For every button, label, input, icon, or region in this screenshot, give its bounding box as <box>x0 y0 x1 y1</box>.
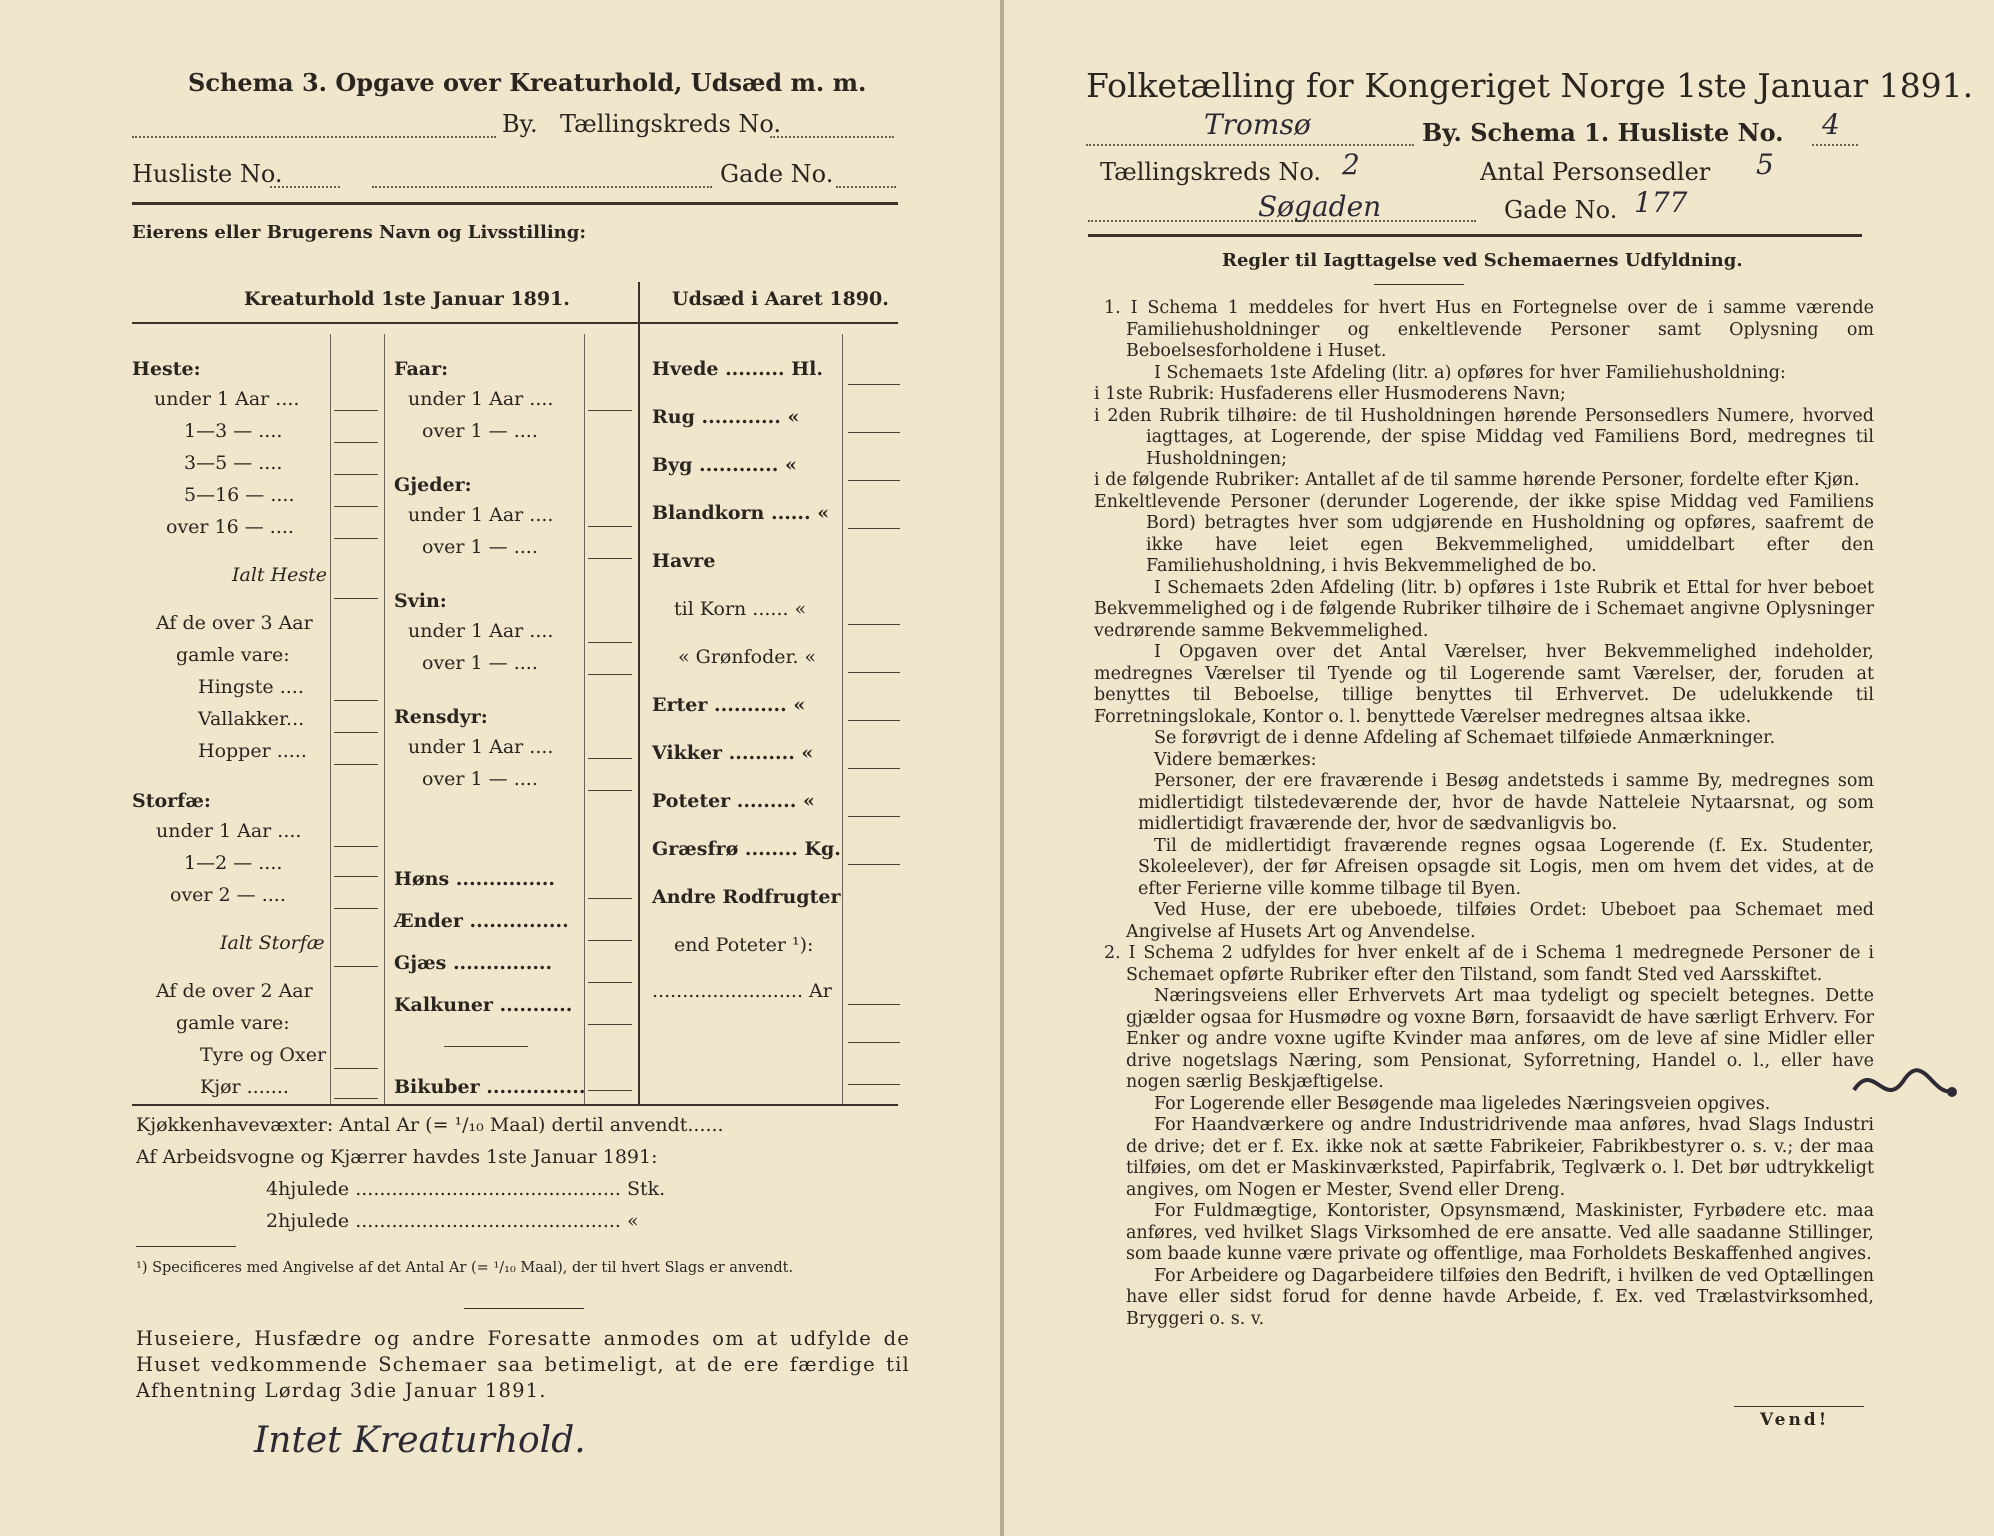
udsaed-item: Græsfrø ........ Kg. <box>652 838 841 860</box>
kjokken-line: Kjøkkenhavevæxter: Antal Ar (= ¹/₁₀ Maal) dertil anvendt...... <box>136 1114 724 1136</box>
rule-para: i 1ste Rubrik: Husfaderens eller Husmoderens Navn; <box>1094 384 1566 404</box>
af-over2: Kjør ....... <box>200 1076 289 1098</box>
storfae-row: 1—2 — .... <box>184 852 283 874</box>
rule-para: Ved Huse, der ere ubeboede, tilføies Ordet: Ubeboet paa Schemaet med Angivelse af Husets Art og Anvendelse. <box>1126 900 1874 942</box>
blank[interactable] <box>588 410 632 411</box>
antal-handwritten[interactable]: 5 <box>1756 148 1774 181</box>
blank[interactable] <box>848 672 900 673</box>
notice: Huseiere, Husfædre og andre Foresatte anmodes om at udfylde de Huset vedkommende Schemaer saa betimeligt, at de ere færdige til Afhentning Lørdag 3die Januar 1891. <box>136 1327 910 1402</box>
blank[interactable] <box>334 538 378 539</box>
antal-label: Antal Personsedler <box>1480 158 1711 186</box>
blank[interactable] <box>334 732 378 733</box>
rule-para: i de følgende Rubriker: Antallet af de til samme hørende Personer, fordelte efter Kjøn. <box>1094 470 1860 490</box>
husliste-field[interactable] <box>270 178 340 188</box>
rensdyr-title: Rensdyr: <box>394 706 488 728</box>
storfae-title: Storfæ: <box>132 790 211 812</box>
blank[interactable] <box>334 1098 378 1099</box>
footnote: ¹) Specificeres med Angivelse af det Antal Ar (= ¹/₁₀ Maal), der til hvert Slags er anvendt. <box>136 1260 794 1276</box>
taellingskreds-label: Tællingskreds No. <box>560 110 782 138</box>
gade-label: Gade No. <box>720 160 834 188</box>
rule-para: 2. I Schema 2 udfyldes for hver enkelt af de i Schema 1 medregnede Personer de i Schemaet opførte Rubriker efter den Tilstand, som fandt Sted ved Aarsskiftet. <box>1104 943 1874 985</box>
rule-para: I Schemaets 2den Afdeling (litr. b) opføres i 1ste Rubrik et Ettal for hver beboet Bekvemmelighed og i de følgende Rubriker tilhøire de i Schemaet angivne Oplysninger vedrørende samme Bekvemmelighed. <box>1094 577 1874 641</box>
rensdyr-row: under 1 Aar .... <box>408 736 554 758</box>
rule-para: For Arbeidere og Dagarbeidere tilføies den Bedrift, i hvilken de ved Optællingen have eller sidst forud for denne havde Arbeide, f. Ex. ved Trælastvirksomhed, Bryggeri o. s. v. <box>1126 1265 1874 1329</box>
af-over2: Af de over 2 Aar <box>156 980 313 1002</box>
rule-para: Personer, der ere fraværende i Besøg andetsteds i samme By, medregnes som midlertidigt tilstedeværende der, hvor de havde Natteleie Nytaarsnat, og som midlertidigt fraværende der, hvor de sædvanligvis bo. <box>1138 771 1874 834</box>
faar-row: over 1 — .... <box>422 420 538 442</box>
aender: Ænder ............... <box>394 910 569 932</box>
blank[interactable] <box>588 1024 632 1025</box>
husliste-line <box>1812 142 1858 146</box>
blank[interactable] <box>588 526 632 527</box>
arbeidsvogne-line: Af Arbeidsvogne og Kjærrer havdes 1ste Januar 1891: <box>136 1146 658 1168</box>
kalkuner: Kalkuner ........... <box>394 994 573 1016</box>
heste-row: 1—3 — .... <box>184 420 283 442</box>
gjaes: Gjæs ............... <box>394 952 553 974</box>
blank[interactable] <box>848 1084 900 1085</box>
blank[interactable] <box>334 506 378 507</box>
gade-name-field[interactable] <box>372 178 712 188</box>
blank[interactable] <box>334 700 378 701</box>
heste-row: over 16 — .... <box>166 516 294 538</box>
vend-rule <box>1734 1406 1864 1407</box>
heste-title: Heste: <box>132 358 201 380</box>
heste-row: 3—5 — .... <box>184 452 283 474</box>
rule-para: Næringsveiens eller Erhvervets Art maa tydeligt og specielt betegnes. Dette gjælder ogsaa for Husmødre og voxne Børn, forsaavidt de have særligt Erhverv. For Enker og andre voxne ugifte Kvinder maa anføres, om de leve af sine Midler eller drive nogetslags Næring, som Pensionat, Syforretning, Handel o. l., eller have nogen særlig Beskjæftigelse. <box>1126 986 1874 1092</box>
rule-para: Enkeltlevende Personer (derunder Logerende, der ikke spise Middag ved Familiens Bord) betragtes hver som udgjørende en Husholdning og opføres, saafremt de ikke have leiet egen Bekvemmelighed, umiddelbart efter den Familiehusholdning, i hvis Bekvemmelighed de bo. <box>1094 491 1874 576</box>
faar-title: Faar: <box>394 358 449 380</box>
rule-para: For Haandværkere og andre Industridrivende maa anføres, hvad Slags Industri de drive; det er f. Ex. ikke nok at sætte Fabrikeier, Fabrikbestyrer o. s. v.; der maa tilføies, om det er Maskinværksted, Papirfabrik, Teglværk o. l. Det bør udtrykkeligt angives, om Nogen er Mester, Svend eller Dreng. <box>1126 1115 1874 1200</box>
gjeder-row: under 1 Aar .... <box>408 504 554 526</box>
rule-para: i 2den Rubrik tilhøire: de til Husholdningen hørende Personsedlers Numere, hvorved iagttages, at Logerende, der spise Middag ved Familiens Bord, medregnes til Husholdningen; <box>1094 405 1874 469</box>
udsaed-item: Erter ........... « <box>652 694 806 716</box>
udsaed-item: end Poteter ¹): <box>674 934 814 956</box>
taellingskreds-handwritten[interactable]: 2 <box>1342 148 1360 181</box>
blank[interactable] <box>848 528 900 529</box>
city-line <box>1086 142 1414 146</box>
eier-label: Eierens eller Brugerens Navn og Livsstilling: <box>132 222 586 243</box>
rule-para: I Opgaven over det Antal Værelser, hver Bekvemmelighed indeholder, medregnes Værelser til Tyende og til Logerende samt Værelser, der, foruden at benyttes til Beboelse, tillige benyttes til Erhvervet. De udelukkende til Forretningslokale, Kontor o. l. benyttede Værelser medregnes altsaa ikke. <box>1094 642 1874 727</box>
blank[interactable] <box>848 768 900 769</box>
udsaed-item: ......................... Ar <box>652 980 832 1002</box>
udsaed-item: Poteter ......... « <box>652 790 815 812</box>
af-over3: Hingste .... <box>198 676 304 698</box>
ialt-storfae: Ialt Storfæ <box>220 932 325 954</box>
header-rule <box>132 322 898 324</box>
schema3-title: Schema 3. Opgave over Kreaturhold, Udsæd m. m. <box>188 68 867 97</box>
blank[interactable] <box>848 624 900 625</box>
rule-para: Se forøvrigt de i denne Afdeling af Schemaet tilføiede Anmærkninger. <box>1154 728 1776 748</box>
af-over3: gamle vare: <box>176 644 290 666</box>
udsaed-item: Byg ............ « <box>652 454 797 476</box>
blank[interactable] <box>334 908 378 909</box>
blank[interactable] <box>848 432 900 433</box>
census-title: Folketælling for Kongeriget Norge 1ste Januar 1891. <box>1086 66 1974 105</box>
blank[interactable] <box>334 764 378 765</box>
heste-row: under 1 Aar .... <box>154 388 300 410</box>
right-page <box>1004 0 1994 1536</box>
blank[interactable] <box>848 1042 900 1043</box>
blank[interactable] <box>848 384 900 385</box>
gade-label-r: Gade No. <box>1504 196 1618 224</box>
rule-para: Til de midlertidigt fraværende regnes ogsaa Logerende (f. Ex. Studenter, Skoleelever), der før Afreisen opsagde sit Logis, men om hvem det vides, at de efter Ferierne ville komme tilbage til Byen. <box>1138 835 1874 899</box>
svin-title: Svin: <box>394 590 447 612</box>
udsaed-item: Havre <box>652 550 716 572</box>
section-divider <box>638 282 640 1104</box>
storfae-row: over 2 — .... <box>170 884 286 906</box>
husliste-handwritten[interactable]: 4 <box>1822 108 1840 141</box>
kalkuner-rule <box>444 1046 528 1047</box>
af-over2: gamle vare: <box>176 1012 290 1034</box>
top-rule <box>132 202 898 205</box>
bikuber: Bikuber ............... <box>394 1076 586 1098</box>
col-line-4 <box>842 334 843 1104</box>
blank[interactable] <box>588 558 632 559</box>
svin-row: under 1 Aar .... <box>408 620 554 642</box>
rules-title: Regler til Iagttagelse ved Schemaernes Udfyldning. <box>1222 250 1743 271</box>
hjulede4-line: 4hjulede ............................................ Stk. <box>266 1178 666 1200</box>
gade-field[interactable] <box>836 178 896 188</box>
rule-para: For Logerende eller Besøgende maa ligeledes Næringsveien opgives. <box>1154 1093 1771 1114</box>
af-over3: Vallakker... <box>198 708 305 730</box>
col-line-2 <box>384 334 385 1104</box>
udsaed-item: til Korn ...... « <box>674 598 807 620</box>
gjeder-title: Gjeder: <box>394 474 472 496</box>
faar-row: under 1 Aar .... <box>408 388 554 410</box>
notice-rule <box>464 1308 584 1309</box>
blank[interactable] <box>334 966 378 967</box>
rules-title-rule <box>1374 284 1464 285</box>
blank[interactable] <box>334 442 378 443</box>
rule-para: For Fuldmægtige, Kontorister, Opsynsmænd, Maskinister, Fyrbødere etc. maa anføres, ved hvilket Slags Virksomhed de ere ansatte. Ved alle saadanne Stillinger, som baade kunne være private og offentlige, maa Forholdets Beskaffenhed angives. <box>1126 1201 1874 1264</box>
blank[interactable] <box>588 982 632 983</box>
blank[interactable] <box>334 846 378 847</box>
ink-mark-icon <box>1844 1050 1964 1130</box>
rule-para: 1. I Schema 1 meddeles for hvert Hus en Fortegnelse over de i samme værende Familiehusholdninger og enkeltlevende Personer samt Oplysning om Beboelsesforholdene i Huset. <box>1104 298 1874 361</box>
vend-label: Vend! <box>1760 1410 1830 1430</box>
blank[interactable] <box>334 410 378 411</box>
city-handwritten[interactable]: Tromsø <box>1204 108 1311 141</box>
street-handwritten[interactable]: Søgaden <box>1258 190 1382 223</box>
blank[interactable] <box>588 1090 632 1091</box>
hons: Høns ............... <box>394 868 555 890</box>
taellingskreds-field[interactable] <box>770 128 894 138</box>
rule-para: Videre bemærkes: <box>1154 749 1317 770</box>
rule-para: I Schemaets 1ste Afdeling (litr. a) opføres for hver Familiehusholdning: <box>1154 362 1786 383</box>
storfae-row: under 1 Aar .... <box>156 820 302 842</box>
blank[interactable] <box>334 1068 378 1069</box>
by-label: By. <box>502 110 538 138</box>
af-over2: Tyre og Oxer <box>200 1044 327 1066</box>
blank[interactable] <box>588 940 632 941</box>
udsaed-item: Vikker .......... « <box>652 742 814 764</box>
heste-row: 5—16 — .... <box>184 484 295 506</box>
blank[interactable] <box>588 790 632 791</box>
udsaed-item: Blandkorn ...... « <box>652 502 830 524</box>
header-rule-r <box>1088 234 1862 237</box>
udsaed-item: « Grønfoder. « <box>678 646 817 668</box>
blank[interactable] <box>848 720 900 721</box>
udsaed-item: Andre Rodfrugter <box>652 886 841 908</box>
husliste-label: Husliste No. <box>132 160 283 188</box>
footnote-rule <box>136 1246 236 1247</box>
by-field[interactable] <box>132 128 496 138</box>
udsaed-item: Rug ............ « <box>652 406 800 428</box>
table-bottom-rule <box>132 1104 898 1106</box>
udsaed-header: Udsæd i Aaret 1890. <box>672 288 889 310</box>
af-over3: Hopper ..... <box>198 740 307 762</box>
gade-handwritten[interactable]: 177 <box>1634 186 1688 219</box>
col-line-3 <box>584 334 585 1104</box>
blank[interactable] <box>334 876 378 877</box>
af-over3: Af de over 3 Aar <box>156 612 313 634</box>
blank[interactable] <box>334 474 378 475</box>
blank[interactable] <box>848 864 900 865</box>
blank[interactable] <box>588 642 632 643</box>
blank[interactable] <box>588 674 632 675</box>
kreaturhold-header: Kreaturhold 1ste Januar 1891. <box>244 288 570 310</box>
rules-text <box>1094 298 1874 1330</box>
blank[interactable] <box>588 758 632 759</box>
blank[interactable] <box>334 598 378 599</box>
svin-row: over 1 — .... <box>422 652 538 674</box>
col-line-1 <box>330 334 331 1104</box>
ialt-heste: Ialt Heste <box>232 564 328 586</box>
blank[interactable] <box>848 480 900 481</box>
rensdyr-row: over 1 — .... <box>422 768 538 790</box>
blank[interactable] <box>848 816 900 817</box>
gjeder-row: over 1 — .... <box>422 536 538 558</box>
by-schema-label: By. Schema 1. Husliste No. <box>1422 118 1784 147</box>
hjulede2-line: 2hjulede ............................................ « <box>266 1210 639 1232</box>
udsaed-item: Hvede ......... Hl. <box>652 358 823 380</box>
handwritten-intet-kreaturhold: Intet Kreaturhold. <box>254 1420 586 1461</box>
blank[interactable] <box>588 898 632 899</box>
blank[interactable] <box>848 1004 900 1005</box>
taellingskreds-label-r: Tællingskreds No. <box>1100 158 1322 186</box>
